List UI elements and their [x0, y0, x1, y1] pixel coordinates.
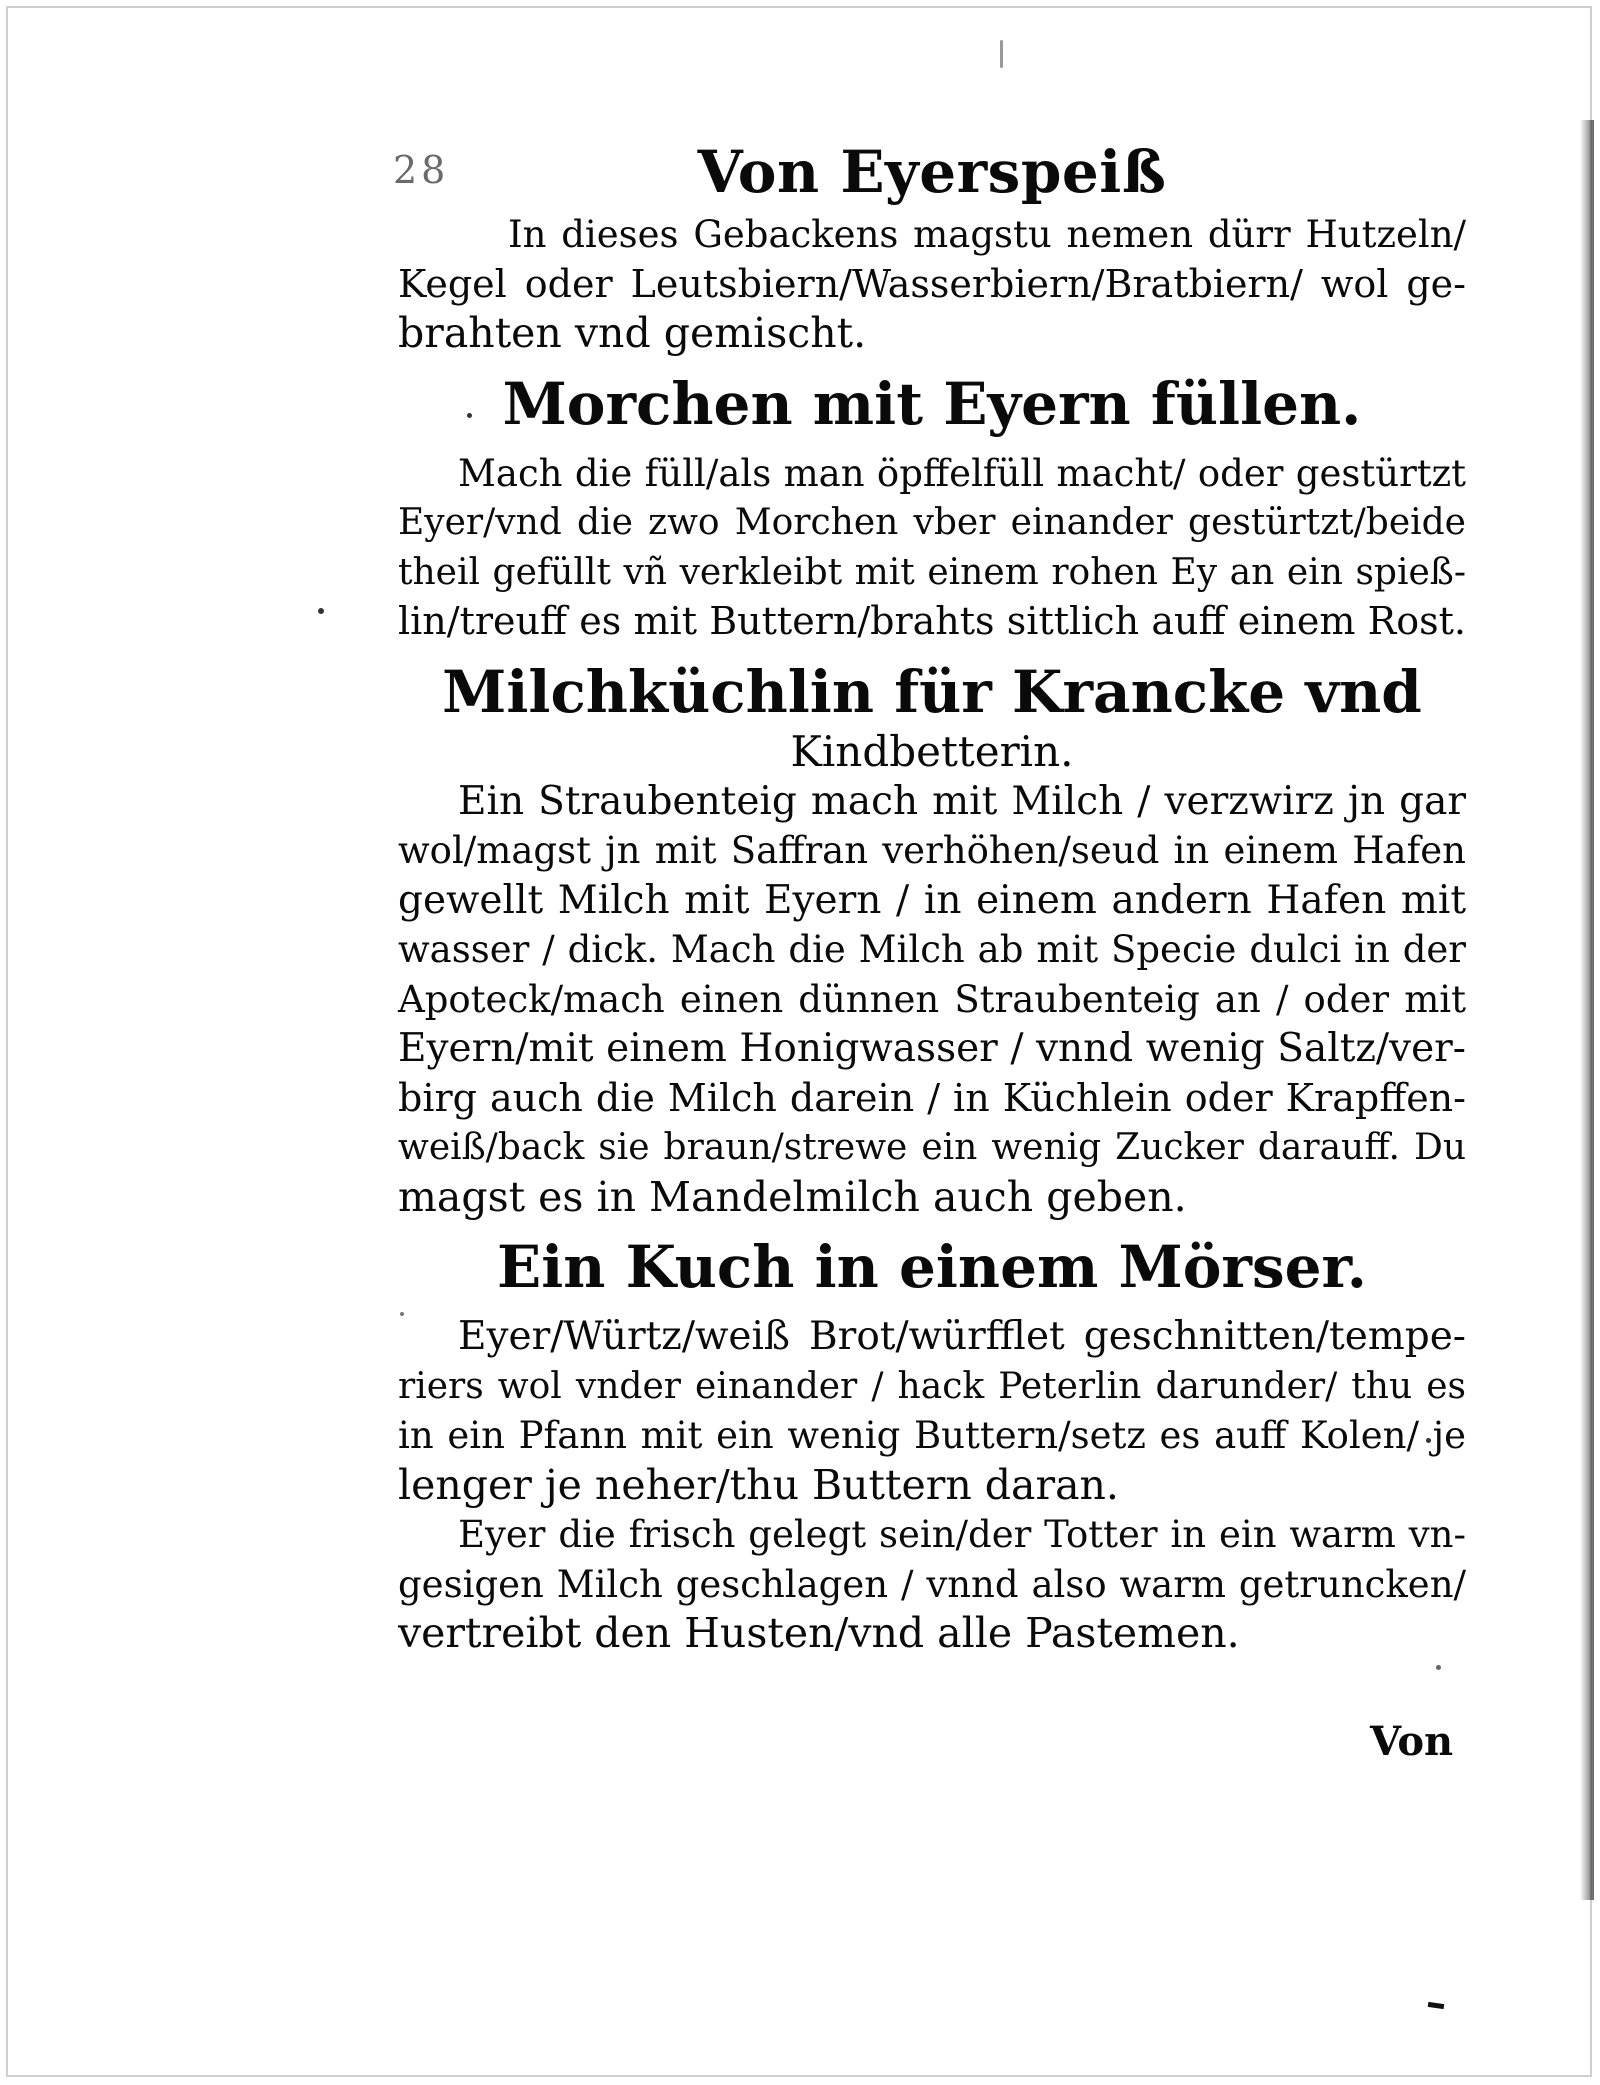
- text-line: riers wol vnder einander / hack Peterlin darunder/ thu es: [398, 1365, 1466, 1407]
- section-heading: Morchen mit Eyern füllen.: [502, 369, 1362, 438]
- section-subheading: Kindbetterin.: [790, 726, 1074, 776]
- text-line: Kegel oder Leutsbiern/Wasserbiern/Bratbiern/ wol ge-: [398, 261, 1466, 306]
- scan-speck: [1000, 40, 1003, 68]
- text-line: Eyer/Würtz/weiß Brot/würfflet geschnitten/tempe-: [458, 1314, 1466, 1359]
- running-head: [393, 130, 1466, 210]
- text-line: Apoteck/mach einen dünnen Straubenteig an / oder mit: [398, 977, 1466, 1021]
- text-line: theil gefüllt vñ verkleibt mit einem rohen Ey an ein spieß-: [398, 551, 1466, 593]
- text-line: wasser / dick. Mach die Milch ab mit Specie dulci in der: [398, 928, 1466, 971]
- text-line: lin/treuff es mit Buttern/brahts sittlich auff einem Rost.: [398, 599, 1466, 643]
- text-line: birg auch die Milch darein / in Küchlein oder Krapffen-: [398, 1075, 1466, 1120]
- text-line: In dieses Gebackens magstu nemen dürr Hutzeln/: [508, 213, 1466, 256]
- scan-speck: [1436, 1665, 1441, 1670]
- text-line: weiß/back sie braun/strewe ein wenig Zucker darauff. Du: [398, 1127, 1466, 1168]
- text-line: gesigen Milch geschlagen / vnnd also warm getruncken/: [398, 1562, 1466, 1606]
- text-line: gewellt Milch mit Eyern / in einem andern Hafen mit: [398, 877, 1466, 923]
- text-line: Eyer/vnd die zwo Morchen vber einander gestürtzt/beide: [398, 502, 1466, 543]
- text-line: wol/magst jn mit Saffran verhöhen/seud in einem Hafen: [398, 829, 1466, 872]
- running-head-title: Von Eyerspeiß: [697, 138, 1167, 206]
- text-line: magst es in Mandelmilch auch geben.: [398, 1172, 1187, 1221]
- section-heading: Milchküchlin für Krancke vnd: [442, 657, 1422, 726]
- page-number: 28: [393, 148, 450, 192]
- scan-speck: [318, 608, 324, 614]
- text-line: in ein Pfann mit ein wenig Buttern/setz es auff Kolen/ je: [398, 1414, 1466, 1457]
- page-text-block: [393, 130, 1466, 1659]
- text-line: lenger je neher/thu Buttern daran.: [398, 1460, 1119, 1509]
- page-edge-shadow: [1580, 120, 1594, 1900]
- text-line: Eyern/mit einem Honigwasser / vnnd wenig Saltz/ver-: [398, 1026, 1466, 1071]
- section-heading: Ein Kuch in einem Mörser.: [497, 1233, 1367, 1301]
- text-line: Eyer die frisch gelegt sein/der Totter in ein warm vn-: [458, 1513, 1466, 1556]
- text-line: brahten vnd gemischt.: [398, 309, 867, 357]
- text-line: vertreibt den Husten/vnd alle Pastemen.: [398, 1609, 1240, 1657]
- text-line: Ein Straubenteig mach mit Milch / verzwirz jn gar: [458, 778, 1466, 824]
- text-line: Mach die füll/als man öpffelfüll macht/ oder gestürtzt: [458, 451, 1466, 495]
- catchword: Von: [1370, 1718, 1454, 1765]
